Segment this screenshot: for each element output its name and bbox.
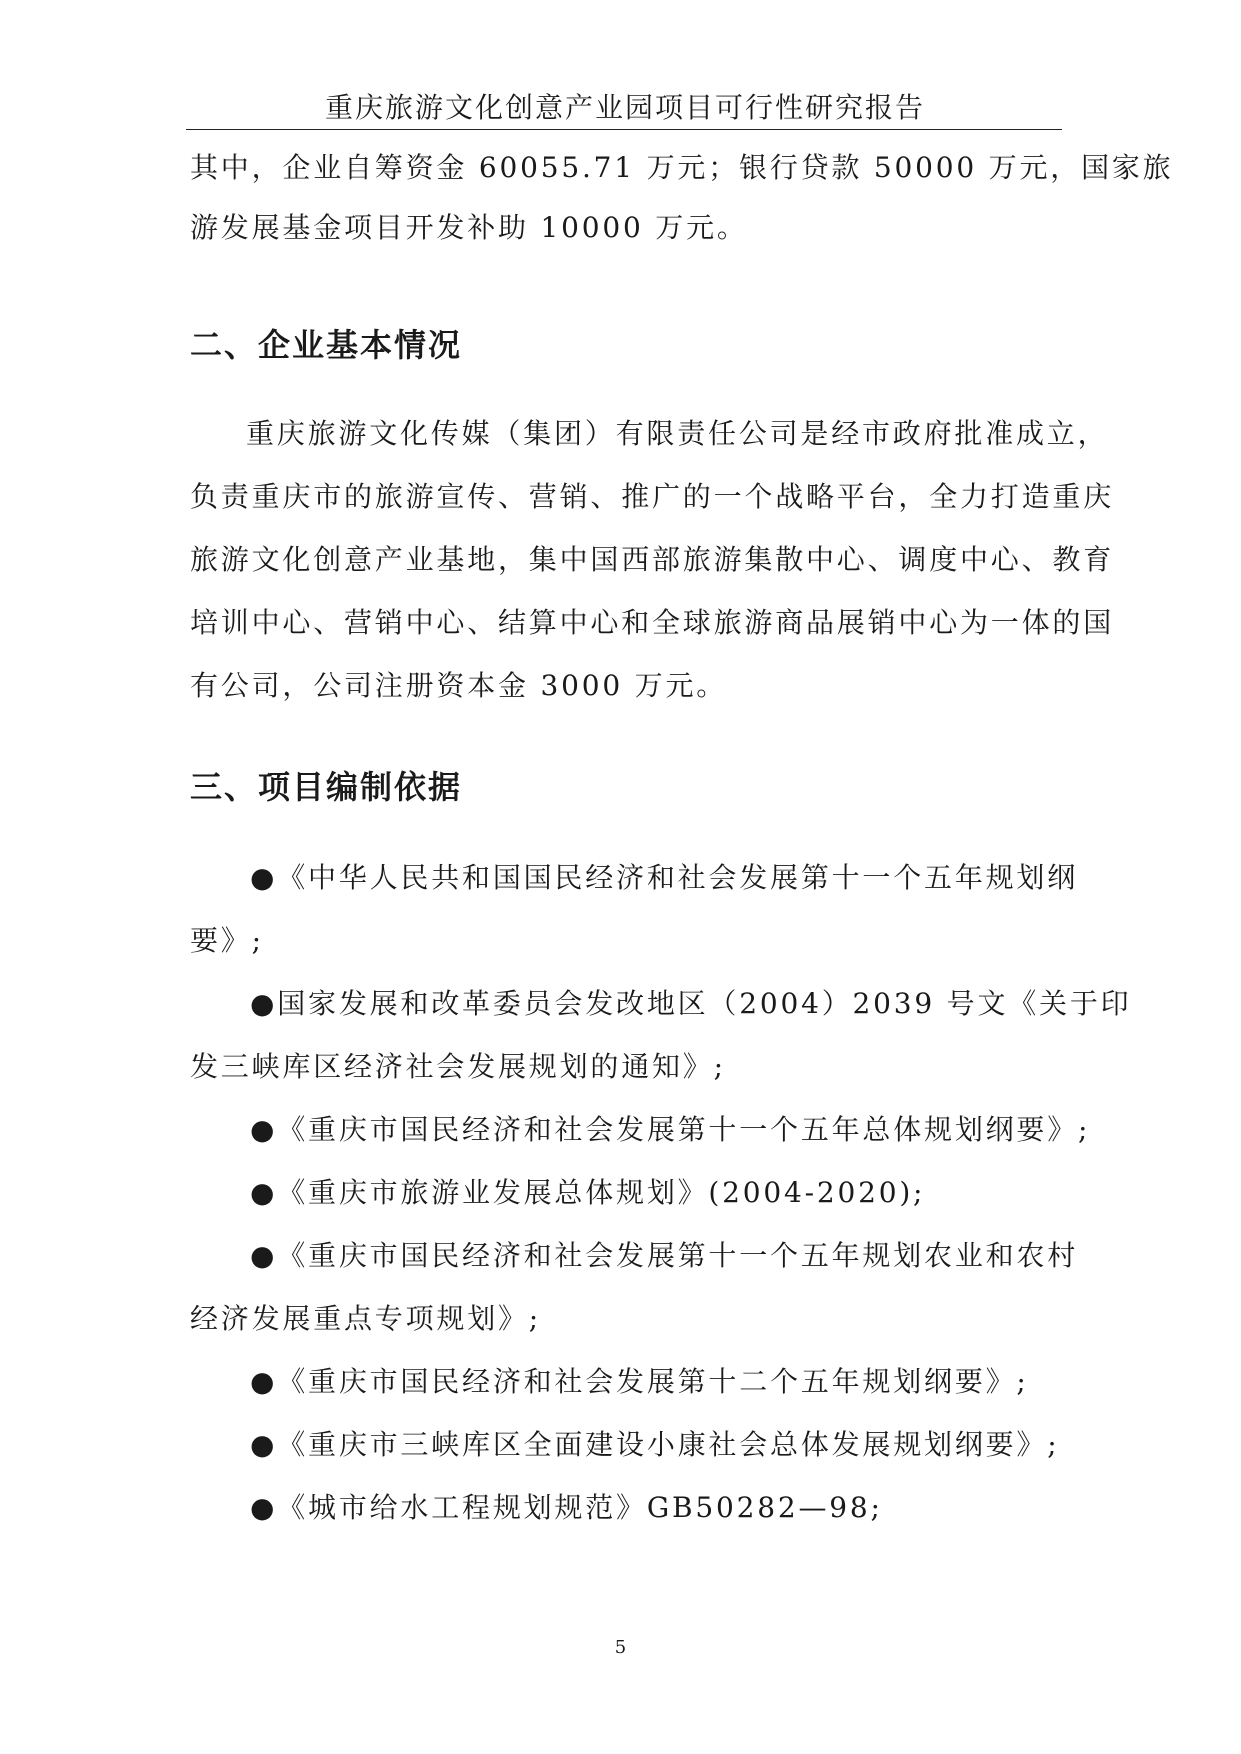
company-para-line-1: 重庆旅游文化传媒（集团）有限责任公司是经市政府批准成立，: [246, 417, 1109, 450]
basis-item-6: ●《重庆市国民经济和社会发展第十二个五年规划纲要》;: [250, 1365, 1029, 1398]
basis-item-7: ●《重庆市三峡库区全面建设小康社会总体发展规划纲要》;: [250, 1428, 1060, 1461]
basis-item-5-cont: 经济发展重点专项规划》;: [190, 1302, 542, 1335]
basis-item-1-cont: 要》;: [190, 924, 264, 957]
company-para-line-2: 负责重庆市的旅游宣传、营销、推广的一个战略平台，全力打造重庆: [190, 480, 1115, 513]
basis-item-8: ●《城市给水工程规划规范》GB50282—98;: [250, 1491, 883, 1524]
intro-line-2: 游发展基金项目开发补助 10000 万元。: [190, 211, 748, 244]
header-divider: [186, 129, 1062, 130]
basis-item-2: ●国家发展和改革委员会发改地区（2004）2039 号文《关于印: [250, 987, 1132, 1020]
company-para-line-4: 培训中心、营销中心、结算中心和全球旅游商品展销中心为一体的国: [190, 606, 1115, 639]
basis-item-1: ●《中华人民共和国国民经济和社会发展第十一个五年规划纲: [250, 861, 1079, 894]
company-para-line-3: 旅游文化创意产业基地，集中国西部旅游集散中心、调度中心、教育: [190, 543, 1115, 576]
running-header: 重庆旅游文化创意产业园项目可行性研究报告: [324, 91, 925, 124]
section-heading-basis: 三、项目编制依据: [190, 768, 463, 806]
basis-item-4: ●《重庆市旅游业发展总体规划》(2004-2020);: [250, 1176, 926, 1209]
intro-line-1: 其中，企业自筹资金 60055.71 万元；银行贷款 50000 万元，国家旅: [190, 151, 1174, 184]
basis-item-3: ●《重庆市国民经济和社会发展第十一个五年总体规划纲要》;: [250, 1113, 1091, 1146]
company-para-line-5: 有公司，公司注册资本金 3000 万元。: [190, 669, 728, 702]
page-number: 5: [614, 1637, 627, 1658]
basis-item-5: ●《重庆市国民经济和社会发展第十一个五年规划农业和农村: [250, 1239, 1079, 1272]
basis-item-2-cont: 发三峡库区经济社会发展规划的通知》;: [190, 1050, 726, 1083]
section-heading-company: 二、企业基本情况: [190, 326, 463, 364]
